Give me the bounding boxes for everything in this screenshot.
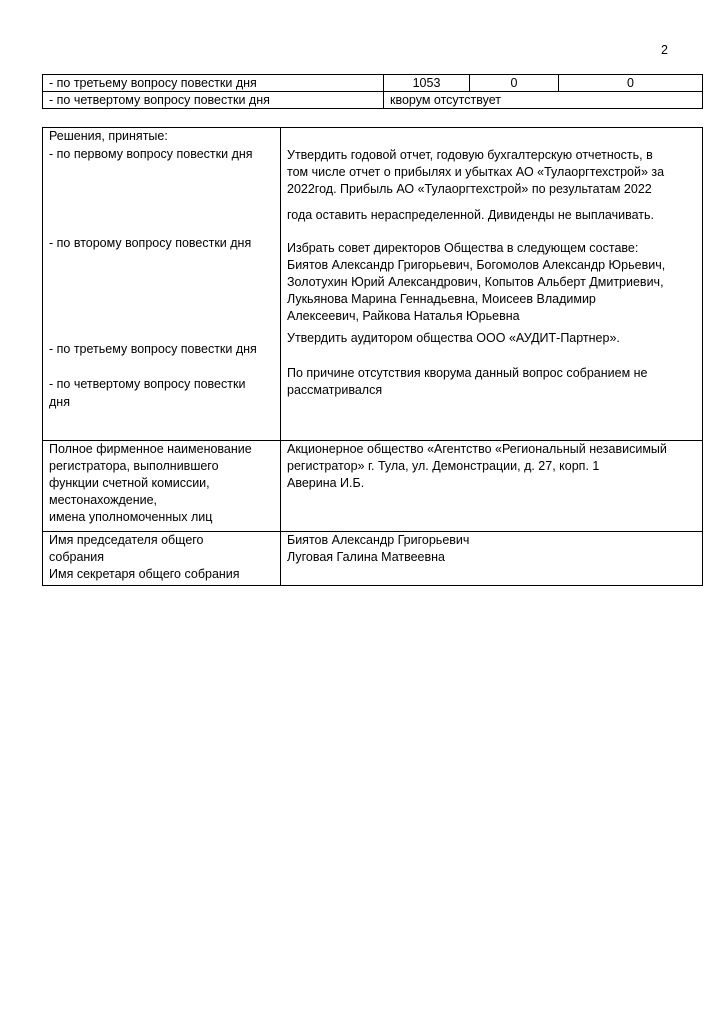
officers-value-cell [281,532,703,586]
text-line: Алексеевич, Райкова Наталья Юрьевна [287,309,520,323]
text-line: Утвердить годовой отчет, годовую бухгалтерскую отчетность, в [287,148,653,162]
page-number: 2 [661,43,668,57]
meeting-info-table [42,127,703,586]
table-row [43,75,703,92]
text-line: Полное фирменное наименование [49,442,252,456]
vote-row-label: - по четвертому вопросу повестки дня [43,92,384,109]
text-line: рассматривался [287,383,383,397]
text-line: том числе отчет о прибылях и убытках АО «Тулаоргтехстрой» за [287,165,665,179]
text-line: регистратора, выполнившего [49,459,219,473]
vote-row-label: - по третьему вопросу повестки дня [43,75,384,92]
text-line: Биятов Александр Григорьевич, Богомолов Александр Юрьевич, [287,258,666,272]
vote-results-table [42,74,703,109]
table-row [43,532,703,586]
text-line: года оставить нераспределенной. Дивиденды не выплачивать. [287,208,654,222]
secretary-name: Луговая Галина Матвеевна [287,550,446,564]
votes-for: 1053 [384,75,470,92]
text-line: Лукьянова Марина Геннадьевна, Моисеев Владимир [287,292,596,306]
q3-label: - по третьему вопросу повестки дня [49,342,257,356]
votes-against: 0 [470,75,559,92]
decisions-header: Решения, принятые: [49,129,168,143]
q2-decision [287,240,665,325]
q4-label-line1: - по четвертому вопросу повестки [49,377,246,391]
q2-label: - по второму вопросу повестки дня [49,236,252,250]
text-line: Акционерное общество «Агентство «Региональный независимый [287,442,667,456]
q4-label-line2: дня [49,395,70,409]
registrar-label-cell [43,441,281,532]
text-line: имена уполномоченных лиц [49,510,213,524]
q4-decision [287,365,648,399]
text-line: регистратор» г. Тула, ул. Демонстрации, д. 27, корп. 1 [287,459,600,473]
q1-label: - по первому вопросу повестки дня [49,147,253,161]
table-row [43,441,703,532]
text-line: собрания [49,550,105,564]
text-line: Имя секретаря общего собрания [49,567,240,581]
text-line: функции счетной комиссии, [49,476,210,490]
text-line: По причине отсутствия кворума данный вопрос собранием не [287,366,648,380]
q1-decision [287,147,664,224]
text-line: Золотухин Юрий Александрович, Копытов Альберт Дмитриевич, [287,275,664,289]
chairman-name: Биятов Александр Григорьевич [287,533,470,547]
table-row [43,128,703,441]
decisions-text-cell [281,128,703,441]
text-line: 2022год. Прибыль АО «Тулаоргтехстрой» по результатам 2022 [287,182,652,196]
q3-decision: Утвердить аудитором общества ООО «АУДИТ-Партнер». [287,331,620,345]
table-row [43,92,703,109]
registrar-value-cell [281,441,703,532]
quorum-note: кворум отсутствует [384,92,703,109]
decisions-label-cell [43,128,281,441]
votes-abstained: 0 [559,75,703,92]
text-line: Имя председателя общего [49,533,204,547]
officers-label-cell [43,532,281,586]
text-line: Аверина И.Б. [287,476,365,490]
text-line: Избрать совет директоров Общества в следующем составе: [287,241,639,255]
text-line: местонахождение, [49,493,158,507]
